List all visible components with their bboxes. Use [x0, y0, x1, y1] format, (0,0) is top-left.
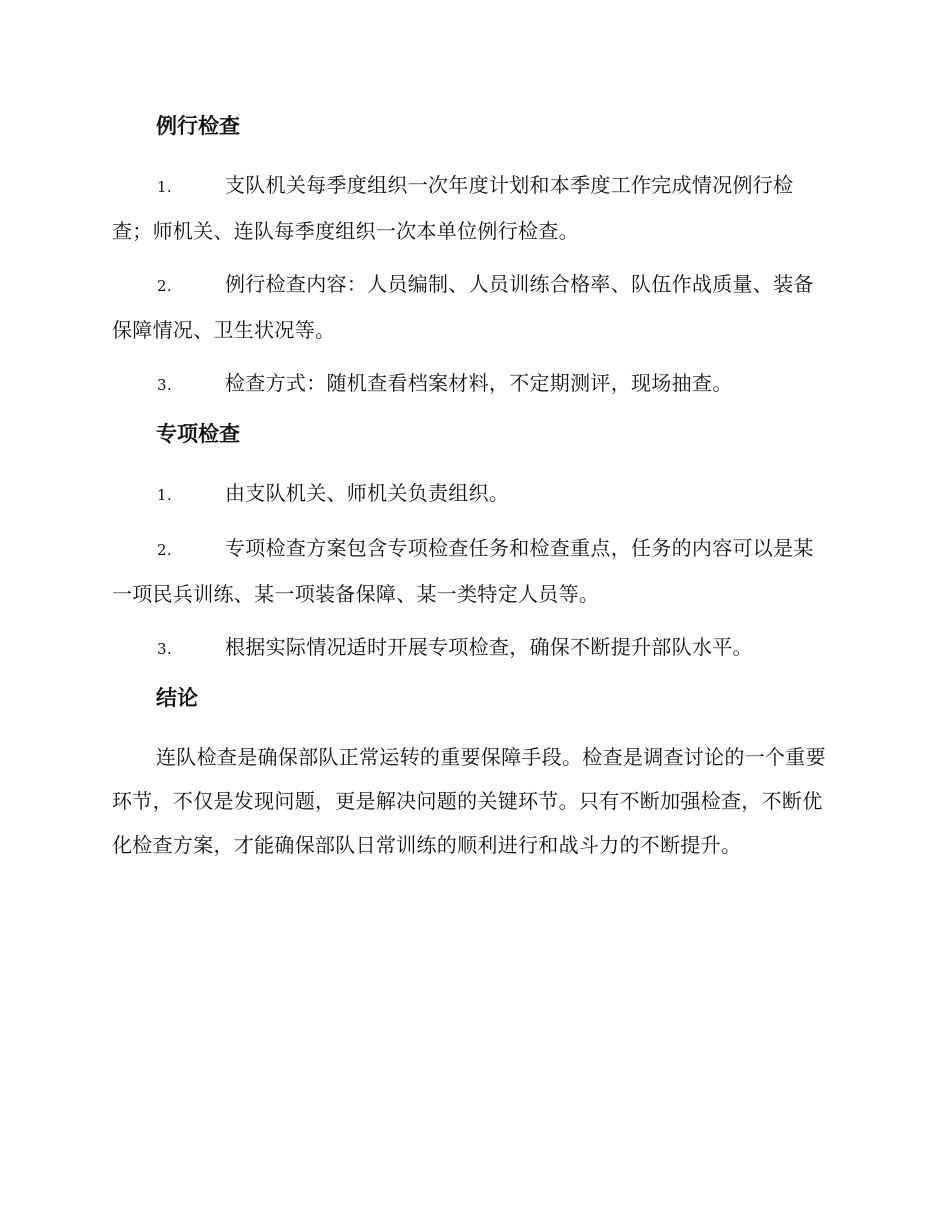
list-item-text: 检查方式：随机查看档案材料，不定期测评，现场抽查。	[225, 371, 733, 395]
list-item-number: 3.	[157, 376, 172, 394]
section-heading-special-check: 专项检查	[156, 422, 240, 446]
list-item-text: 由支队机关、师机关负责组织。	[225, 481, 510, 505]
list-item	[112, 526, 832, 616]
list-item-number: 3.	[157, 640, 172, 658]
list-item	[112, 262, 832, 352]
section-heading-conclusion: 结论	[156, 686, 198, 710]
conclusion-paragraph: 连队检查是确保部队正常运转的重要保障手段。检查是调查讨论的一个重要环节，不仅是发现问题，更是解决问题的关键环节。只有不断加强检查，不断优化检查方案，才能确保部队日常训练的顺利进行和战斗力的不断提升。	[112, 745, 826, 857]
list-item-number: 2.	[157, 277, 172, 295]
list-item-number: 1.	[157, 486, 172, 504]
list-item-text: 根据实际情况适时开展专项检查，确保不断提升部队水平。	[225, 635, 753, 659]
list-item-text: 专项检查方案包含专项检查任务和检查重点，任务的内容可以是某一项民兵训练、某一项装备保障、某一类特定人员等。	[112, 536, 814, 606]
section-heading-routine-check: 例行检查	[156, 114, 240, 138]
list-item	[112, 625, 832, 671]
list-item-text: 例行检查内容：人员编制、人员训练合格率、队伍作战质量、装备保障情况、卫生状况等。	[112, 272, 814, 342]
list-item	[112, 471, 832, 517]
list-item-number: 1.	[157, 178, 172, 196]
list-item	[112, 163, 832, 253]
list-item	[112, 361, 832, 407]
list-item-text: 支队机关每季度组织一次年度计划和本季度工作完成情况例行检查；师机关、连队每季度组织一次本单位例行检查。	[112, 173, 794, 243]
list-item-number: 2.	[157, 541, 172, 559]
